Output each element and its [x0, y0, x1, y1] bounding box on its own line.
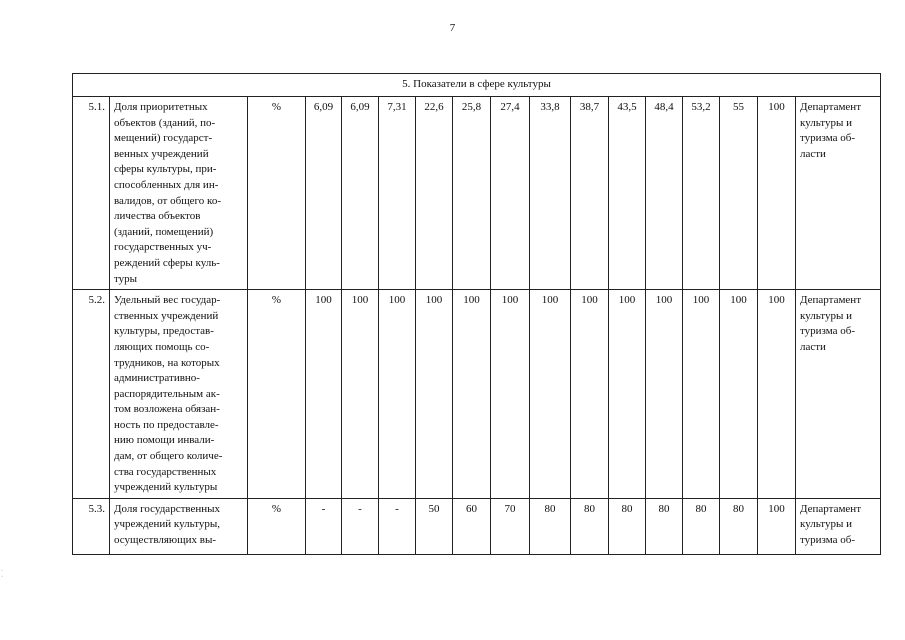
description-line: административно-: [114, 372, 200, 385]
section-header-row: [73, 74, 881, 97]
unit-cell: %: [248, 97, 306, 290]
description-line: государственных уч-: [114, 241, 212, 254]
value-cell: 100: [416, 290, 453, 499]
value-cell: 100: [571, 290, 609, 499]
description-line: реждений сферы куль-: [114, 256, 220, 269]
responsible-line: ласти: [800, 147, 826, 160]
indicator-description: [110, 97, 248, 290]
description-line: туры: [114, 272, 138, 285]
responsible-cell: [796, 97, 881, 290]
description-line: Доля государственных: [114, 502, 221, 515]
indicator-description: [110, 498, 248, 554]
description-line: том возложена обязан-: [114, 403, 220, 416]
unit-cell: %: [248, 290, 306, 499]
description-line: мещений) государст-: [114, 132, 213, 145]
value-cell: 27,4: [491, 97, 530, 290]
indicator-description: [110, 290, 248, 499]
responsible-line: Департамент: [800, 294, 862, 307]
value-cell: 100: [646, 290, 683, 499]
value-cell: 100: [758, 290, 796, 499]
description-line: учреждений культуры: [114, 481, 218, 494]
scan-margin-mark: · ·: [1, 568, 3, 580]
description-line: валидов, от общего ко-: [114, 194, 221, 207]
description-line: распорядительным ак-: [114, 387, 220, 400]
section-title: 5. Показатели в сфере культуры: [73, 74, 881, 97]
description-line: дам, от общего количе-: [114, 450, 223, 463]
value-cell: 38,7: [571, 97, 609, 290]
table-row: [73, 498, 881, 554]
value-cell: 100: [720, 290, 758, 499]
responsible-line: туризма об-: [800, 132, 856, 145]
description-line: Доля приоритетных: [114, 101, 208, 113]
value-cell: 100: [453, 290, 491, 499]
description-line: нию помощи инвали-: [114, 434, 215, 447]
description-line: осуществляющих вы-: [114, 534, 216, 547]
value-cell: 80: [683, 498, 720, 554]
value-cell: 100: [530, 290, 571, 499]
responsible-line: культуры и: [800, 518, 852, 531]
value-cell: 100: [683, 290, 720, 499]
indicators-table: [72, 73, 881, 555]
responsible-cell: [796, 290, 881, 499]
value-cell: 80: [571, 498, 609, 554]
responsible-line: туризма об-: [800, 534, 856, 547]
value-cell: 80: [720, 498, 758, 554]
value-cell: 60: [453, 498, 491, 554]
value-cell: 100: [379, 290, 416, 499]
value-cell: 7,31: [379, 97, 416, 290]
row-number: 5.2.: [73, 290, 110, 499]
responsible-cell: [796, 498, 881, 554]
value-cell: 6,09: [306, 97, 342, 290]
value-cell: 100: [758, 498, 796, 554]
description-line: Удельный вес государ-: [114, 294, 221, 307]
value-cell: 50: [416, 498, 453, 554]
responsible-line: культуры и: [800, 309, 852, 322]
row-number: 5.3.: [73, 498, 110, 554]
description-line: объектов (зданий, по-: [114, 116, 216, 129]
value-cell: 100: [758, 97, 796, 290]
unit-cell: %: [248, 498, 306, 554]
row-number: 5.1.: [73, 97, 110, 290]
description-line: способленных для ин-: [114, 178, 219, 191]
value-cell: 80: [609, 498, 646, 554]
responsible-line: ласти: [800, 340, 826, 353]
description-line: личества объектов: [114, 210, 201, 223]
value-cell: 53,2: [683, 97, 720, 290]
description-line: культуры, предостав-: [114, 325, 214, 338]
value-cell: -: [379, 498, 416, 554]
value-cell: 100: [491, 290, 530, 499]
value-cell: 22,6: [416, 97, 453, 290]
value-cell: 43,5: [609, 97, 646, 290]
description-line: ность по предоставле-: [114, 418, 219, 431]
value-cell: 33,8: [530, 97, 571, 290]
description-line: ственных учреждений: [114, 309, 219, 322]
table-row: [73, 97, 881, 290]
value-cell: 6,09: [342, 97, 379, 290]
value-cell: -: [342, 498, 379, 554]
page-number: 7: [449, 22, 456, 34]
description-line: ляющих помощь со-: [114, 340, 210, 353]
description-line: сферы культуры, при-: [114, 163, 217, 176]
value-cell: 70: [491, 498, 530, 554]
description-line: венных учреждений: [114, 147, 209, 160]
value-cell: 25,8: [453, 97, 491, 290]
value-cell: 100: [306, 290, 342, 499]
value-cell: 55: [720, 97, 758, 290]
value-cell: -: [306, 498, 342, 554]
table-row: [73, 290, 881, 499]
responsible-line: Департамент: [800, 502, 862, 515]
responsible-line: культуры и: [800, 116, 852, 129]
description-line: ства государственных: [114, 465, 217, 478]
responsible-line: туризма об-: [800, 325, 856, 338]
value-cell: 80: [646, 498, 683, 554]
value-cell: 100: [342, 290, 379, 499]
description-line: (зданий, помещений): [114, 225, 214, 238]
value-cell: 80: [530, 498, 571, 554]
responsible-line: Департамент: [800, 101, 862, 113]
value-cell: 100: [609, 290, 646, 499]
description-line: трудников, на которых: [114, 356, 220, 369]
description-line: учреждений культуры,: [114, 518, 220, 531]
value-cell: 48,4: [646, 97, 683, 290]
